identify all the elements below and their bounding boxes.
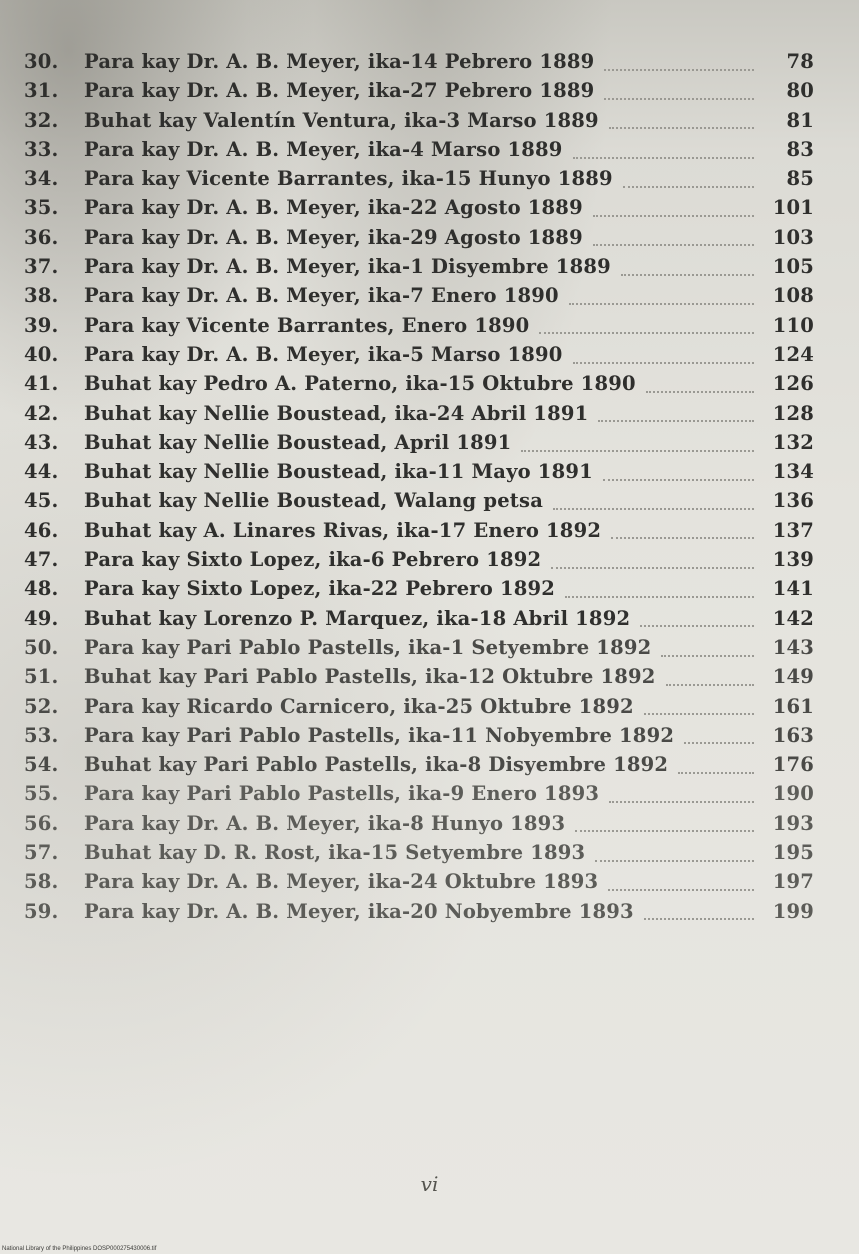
- toc-entry-number: 42.: [24, 401, 59, 425]
- dot-leader: [604, 98, 754, 100]
- dot-leader: [553, 508, 754, 510]
- toc-entry: [24, 489, 814, 518]
- toc-entry-number: 52.: [24, 694, 59, 718]
- toc-entry-title: Buhat kay Nellie Boustead, April 1891: [84, 430, 512, 454]
- toc-entry-page: 81: [786, 108, 814, 132]
- toc-entry: [24, 724, 814, 753]
- toc-entry-number: 31.: [24, 79, 59, 103]
- toc-entry-title: Para kay Dr. A. B. Meyer, ika-8 Hunyo 1893: [84, 811, 566, 835]
- dot-leader: [644, 713, 754, 715]
- toc-entry-number: 54.: [24, 753, 59, 777]
- toc-entry-number: 41.: [24, 372, 59, 396]
- toc-entry: [24, 226, 814, 255]
- toc-entry: [24, 636, 814, 665]
- toc-entry-number: 45.: [24, 489, 59, 513]
- toc-entry-title: Para kay Dr. A. B. Meyer, ika-5 Marso 1890: [84, 342, 563, 366]
- toc-entry-title: Para kay Vicente Barrantes, Enero 1890: [84, 313, 530, 337]
- toc-entry: [24, 167, 814, 196]
- toc-entry-page: 197: [772, 870, 814, 894]
- toc-entry-title: Buhat kay D. R. Rost, ika-15 Setyembre 1893: [84, 841, 586, 865]
- toc-entry-page: 80: [786, 79, 814, 103]
- dot-leader: [603, 479, 754, 481]
- toc-entry-number: 58.: [24, 870, 59, 894]
- toc-entry-title: Buhat kay Nellie Boustead, ika-11 Mayo 1891: [84, 460, 593, 484]
- toc-entry-page: 134: [772, 460, 814, 484]
- dot-leader: [595, 860, 754, 862]
- toc-entry-page: 83: [786, 137, 814, 161]
- toc-entry-page: 108: [772, 284, 814, 308]
- toc-entry-number: 48.: [24, 577, 59, 601]
- toc-entry-page: 78: [786, 50, 814, 73]
- table-of-contents: [24, 50, 814, 929]
- toc-entry-number: 53.: [24, 723, 59, 747]
- toc-entry-title: Para kay Dr. A. B. Meyer, ika-24 Oktubre 1893: [84, 870, 599, 894]
- toc-entry-number: 33.: [24, 137, 59, 161]
- toc-entry-page: 85: [786, 167, 814, 191]
- dot-leader: [678, 772, 754, 774]
- toc-entry-page: 110: [772, 313, 814, 337]
- dot-leader: [573, 362, 754, 364]
- dot-leader: [521, 450, 754, 452]
- dot-leader: [608, 889, 754, 891]
- dot-leader: [661, 655, 754, 657]
- toc-entry: [24, 431, 814, 460]
- toc-entry-page: 149: [772, 665, 814, 689]
- dot-leader: [609, 127, 754, 129]
- toc-entry-title: Para kay Dr. A. B. Meyer, ika-7 Enero 1890: [84, 284, 559, 308]
- toc-entry: [24, 519, 814, 548]
- dot-leader: [666, 684, 754, 686]
- toc-entry-number: 30.: [24, 50, 59, 73]
- dot-leader: [623, 186, 754, 188]
- toc-entry-title: Para kay Dr. A. B. Meyer, ika-20 Nobyembre 1893: [84, 899, 634, 923]
- toc-entry-title: Para kay Dr. A. B. Meyer, ika-27 Pebrero 1889: [84, 79, 595, 103]
- toc-entry-number: 34.: [24, 167, 59, 191]
- toc-entry-page: 139: [772, 548, 814, 572]
- toc-entry-page: 137: [772, 518, 814, 542]
- dot-leader: [646, 391, 754, 393]
- dot-leader: [575, 830, 754, 832]
- toc-entry-title: Para kay Dr. A. B. Meyer, ika-22 Agosto 1889: [84, 196, 583, 220]
- dot-leader: [551, 567, 754, 569]
- toc-entry: [24, 607, 814, 636]
- toc-entry: [24, 79, 814, 108]
- toc-entry: [24, 50, 814, 79]
- toc-entry-title: Buhat kay Nellie Boustead, Walang petsa: [84, 489, 544, 513]
- toc-entry-page: 128: [772, 401, 814, 425]
- dot-leader: [565, 596, 754, 598]
- toc-entry: [24, 138, 814, 167]
- toc-entry: [24, 548, 814, 577]
- toc-entry-title: Para kay Dr. A. B. Meyer, ika-29 Agosto 1889: [84, 225, 583, 249]
- toc-entry-title: Buhat kay Pedro A. Paterno, ika-15 Oktubre 1890: [84, 372, 636, 396]
- toc-entry-number: 37.: [24, 255, 59, 279]
- toc-entry-page: 132: [772, 430, 814, 454]
- toc-entry: [24, 372, 814, 401]
- toc-entry-page: 163: [772, 723, 814, 747]
- dot-leader: [569, 303, 754, 305]
- toc-entry: [24, 782, 814, 811]
- toc-entry: [24, 255, 814, 284]
- toc-entry-page: 142: [772, 606, 814, 630]
- dot-leader: [598, 420, 754, 422]
- dot-leader: [593, 244, 754, 246]
- toc-entry-number: 57.: [24, 841, 59, 865]
- toc-entry-title: Buhat kay Nellie Boustead, ika-24 Abril 1891: [84, 401, 589, 425]
- toc-entry-number: 51.: [24, 665, 59, 689]
- toc-entry-page: 176: [772, 753, 814, 777]
- toc-entry-page: 136: [772, 489, 814, 513]
- dot-leader: [609, 801, 754, 803]
- toc-entry-number: 36.: [24, 225, 59, 249]
- toc-entry-number: 40.: [24, 342, 59, 366]
- toc-entry: [24, 812, 814, 841]
- dot-leader: [684, 742, 754, 744]
- toc-entry-title: Para kay Pari Pablo Pastells, ika-9 Enero 1893: [84, 782, 600, 806]
- toc-entry-title: Buhat kay A. Linares Rivas, ika-17 Enero 1892: [84, 518, 602, 542]
- toc-entry-number: 47.: [24, 548, 59, 572]
- toc-entry-number: 59.: [24, 899, 59, 923]
- toc-entry-title: Para kay Dr. A. B. Meyer, ika-14 Pebrero 1889: [84, 50, 595, 73]
- toc-entry-title: Para kay Vicente Barrantes, ika-15 Hunyo 1889: [84, 167, 613, 191]
- toc-entry: [24, 284, 814, 313]
- toc-entry-page: 195: [772, 841, 814, 865]
- toc-entry-page: 199: [772, 899, 814, 923]
- toc-entry-page: 141: [772, 577, 814, 601]
- toc-entry-number: 49.: [24, 606, 59, 630]
- toc-entry-title: Para kay Sixto Lopez, ika-6 Pebrero 1892: [84, 548, 542, 572]
- toc-entry-title: Para kay Ricardo Carnicero, ika-25 Oktubre 1892: [84, 694, 634, 718]
- toc-entry-number: 56.: [24, 811, 59, 835]
- toc-entry-page: 161: [772, 694, 814, 718]
- toc-entry-number: 43.: [24, 430, 59, 454]
- dot-leader: [640, 625, 754, 627]
- toc-entry-page: 124: [772, 342, 814, 366]
- dot-leader: [644, 918, 754, 920]
- dot-leader: [593, 215, 754, 217]
- toc-entry: [24, 870, 814, 899]
- toc-entry-page: 143: [772, 635, 814, 659]
- toc-entry-title: Buhat kay Pari Pablo Pastells, ika-8 Disyembre 1892: [84, 753, 669, 777]
- toc-entry-page: 103: [772, 225, 814, 249]
- toc-entry-page: 126: [772, 372, 814, 396]
- toc-entry: [24, 841, 814, 870]
- toc-entry: [24, 109, 814, 138]
- toc-entry-title: Para kay Pari Pablo Pastells, ika-11 Nobyembre 1892: [84, 723, 675, 747]
- toc-entry: [24, 314, 814, 343]
- toc-entry: [24, 753, 814, 782]
- toc-entry-title: Para kay Sixto Lopez, ika-22 Pebrero 1892: [84, 577, 556, 601]
- toc-entry-number: 44.: [24, 460, 59, 484]
- dot-leader: [604, 69, 754, 71]
- toc-entry-number: 32.: [24, 108, 59, 132]
- toc-entry-title: Para kay Pari Pablo Pastells, ika-1 Setyembre 1892: [84, 635, 652, 659]
- toc-entry-title: Para kay Dr. A. B. Meyer, ika-1 Disyembre 1889: [84, 255, 611, 279]
- toc-entry: [24, 343, 814, 372]
- toc-entry-number: 38.: [24, 284, 59, 308]
- toc-entry-number: 39.: [24, 313, 59, 337]
- toc-entry-number: 50.: [24, 635, 59, 659]
- toc-entry-number: 35.: [24, 196, 59, 220]
- toc-entry-number: 55.: [24, 782, 59, 806]
- page-number: vi: [420, 1172, 439, 1196]
- toc-entry-number: 46.: [24, 518, 59, 542]
- toc-entry-title: Buhat kay Valentín Ventura, ika-3 Marso 1889: [84, 108, 599, 132]
- toc-entry-page: 193: [772, 811, 814, 835]
- toc-entry: [24, 196, 814, 225]
- dot-leader: [573, 157, 754, 159]
- toc-entry-page: 101: [772, 196, 814, 220]
- toc-entry-title: Buhat kay Pari Pablo Pastells, ika-12 Oktubre 1892: [84, 665, 656, 689]
- toc-entry: [24, 402, 814, 431]
- toc-entry: [24, 665, 814, 694]
- toc-entry-page: 105: [772, 255, 814, 279]
- toc-entry-page: 190: [772, 782, 814, 806]
- toc-entry-title: Para kay Dr. A. B. Meyer, ika-4 Marso 1889: [84, 137, 563, 161]
- dot-leader: [539, 332, 754, 334]
- toc-entry: [24, 577, 814, 606]
- toc-entry-title: Buhat kay Lorenzo P. Marquez, ika-18 Abril 1892: [84, 606, 631, 630]
- toc-entry: [24, 695, 814, 724]
- dot-leader: [621, 274, 754, 276]
- toc-entry: [24, 460, 814, 489]
- toc-entry: [24, 900, 814, 929]
- dot-leader: [611, 537, 754, 539]
- scan-footer-text: National Library of the Philippines DOSP000275430006.tif: [2, 1246, 157, 1252]
